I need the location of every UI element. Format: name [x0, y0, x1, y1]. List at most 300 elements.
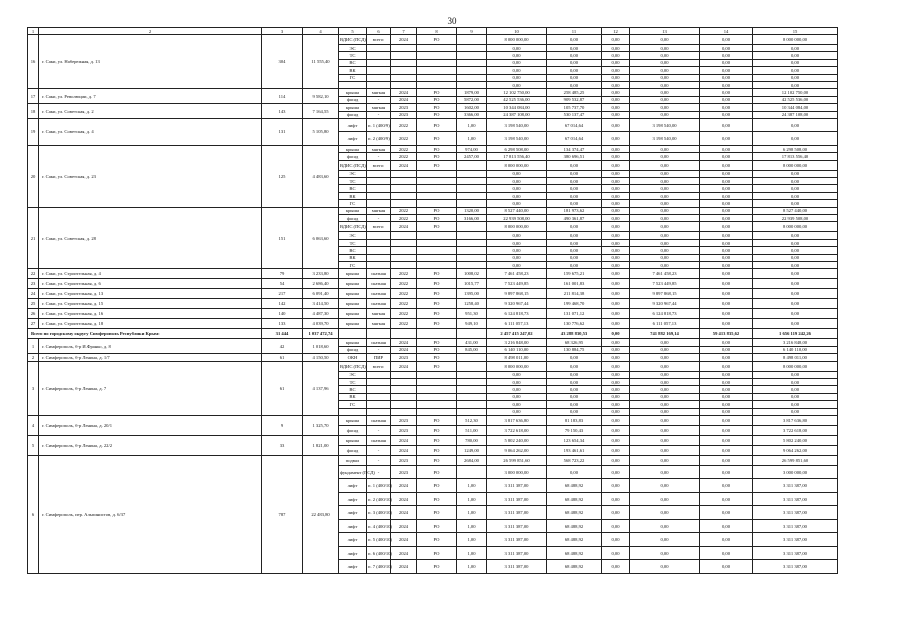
table-cell: 1	[28, 339, 39, 354]
table-cell: 143	[262, 104, 303, 119]
table-cell	[457, 393, 487, 400]
table-cell: 199 468,70	[547, 299, 602, 309]
table-cell: 1,00	[457, 546, 487, 560]
table-cell: 0,00	[602, 160, 630, 170]
table-cell: 0,00	[753, 170, 838, 177]
table-cell: 0,00	[602, 393, 630, 400]
table-cell: 105 737,70	[547, 104, 602, 111]
table-cell: 42 525 536,00	[753, 96, 838, 103]
table-cell: 0,00	[547, 59, 602, 66]
table-cell: 0,00	[602, 401, 630, 408]
table-cell: 0,00	[700, 445, 753, 455]
table-cell	[391, 371, 417, 378]
table-cell: ВК	[339, 254, 367, 261]
table-cell: 68 488,92	[547, 560, 602, 574]
table-cell: 2 457 415 247,02	[487, 329, 547, 339]
table-cell: 0,00	[700, 45, 753, 52]
table-cell	[391, 200, 417, 207]
table-cell: 0,00	[630, 104, 700, 111]
table-cell: РО	[417, 533, 457, 547]
table-cell: РО	[417, 415, 457, 425]
table-cell: 22 483,80	[303, 455, 339, 573]
table-cell: 67 014,64	[547, 118, 602, 132]
table-cell: 10 344 084,00	[753, 104, 838, 111]
table-cell: РО	[417, 279, 457, 289]
table-cell	[457, 200, 487, 207]
table-cell	[391, 74, 417, 81]
table-cell: 2684,00	[457, 455, 487, 465]
table-cell: 0,00	[547, 52, 602, 59]
table-cell: 2024	[391, 435, 417, 445]
table-cell: 0,00	[547, 74, 602, 81]
table-cell: 2022	[391, 207, 417, 214]
table-cell	[367, 401, 391, 408]
table-cell: 0,00	[700, 247, 753, 254]
table-cell: 0,00	[547, 170, 602, 177]
table-cell	[457, 247, 487, 254]
table-cell: 0,00	[487, 371, 547, 378]
table-cell: 0,00	[700, 89, 753, 96]
table-cell: 0,00	[700, 118, 753, 132]
table-cell: ЭС	[339, 371, 367, 378]
table-cell: 0,00	[630, 35, 700, 45]
table-cell: п. 1 (400/9)	[367, 118, 391, 132]
table-cell: 5 105,80	[303, 118, 339, 145]
table-cell: 4 137,96	[303, 361, 339, 415]
table-cell: 3 000 000,00	[487, 465, 547, 479]
table-cell: г. Симферополь, б-р Ленина, д. 7	[39, 361, 262, 415]
table-cell: 193 461,61	[547, 445, 602, 455]
table-row	[28, 289, 838, 299]
table-cell: 0,00	[753, 378, 838, 385]
table-cell: 0,00	[602, 371, 630, 378]
table-cell: 0,00	[753, 371, 838, 378]
table-cell: 9 897 868,15	[630, 289, 700, 299]
table-cell: 530 137,47	[547, 111, 602, 118]
table-cell: 0,00	[602, 465, 630, 479]
table-cell: -	[367, 445, 391, 455]
table-cell: РО	[417, 299, 457, 309]
table-cell: 0,00	[487, 247, 547, 254]
table-cell: 79 150,43	[547, 425, 602, 435]
table-cell: 68 326,95	[547, 339, 602, 346]
table-cell: 0,00	[602, 435, 630, 445]
table-row	[28, 299, 838, 309]
table-cell	[391, 232, 417, 239]
table-cell: 0,00	[700, 207, 753, 214]
table-cell	[367, 74, 391, 81]
table-cell: 1,00	[457, 533, 487, 547]
total-row	[28, 329, 838, 339]
table-cell: 2024	[391, 492, 417, 506]
table-cell: 0,00	[700, 319, 753, 329]
table-cell: РО	[417, 132, 457, 146]
table-cell: 0,00	[602, 232, 630, 239]
table-cell: 0,00	[602, 215, 630, 222]
table-cell	[417, 192, 457, 199]
table-cell: РО	[417, 506, 457, 520]
table-cell: ВДИС (ПСД)	[339, 222, 367, 232]
table-cell: 3 311 387,00	[487, 560, 547, 574]
table-cell: ГС	[339, 401, 367, 408]
table-cell: 6 140 110,00	[753, 346, 838, 353]
table-cell: 0,00	[700, 160, 753, 170]
table-cell: 2023	[391, 111, 417, 118]
table-cell	[367, 239, 391, 246]
table-cell: 3 311 387,00	[487, 479, 547, 493]
table-cell: 511,00	[457, 425, 487, 435]
table-cell: 568 723,22	[547, 455, 602, 465]
table-cell	[457, 74, 487, 81]
table-cell: 0,00	[700, 339, 753, 346]
table-cell: 21	[28, 207, 39, 269]
table-cell: 0,00	[547, 261, 602, 268]
table-cell: 6	[28, 455, 39, 573]
table-cell: РО	[417, 361, 457, 371]
table-cell: 0,00	[487, 52, 547, 59]
table-cell: 0,00	[700, 289, 753, 299]
table-cell: 0,00	[487, 378, 547, 385]
table-cell: скатная	[367, 279, 391, 289]
table-cell: 1008,02	[457, 269, 487, 279]
table-cell: 0,00	[753, 401, 838, 408]
table-cell: скатная	[367, 435, 391, 445]
table-cell: крыша	[339, 415, 367, 425]
table-cell: 0,00	[700, 192, 753, 199]
table-cell: 114	[262, 89, 303, 104]
table-cell: 3 216 848,00	[487, 339, 547, 346]
table-cell: 2024	[391, 346, 417, 353]
table-cell: 8 000 000,00	[487, 222, 547, 232]
table-cell: 5	[28, 435, 39, 455]
table-cell: 6 124 818,73	[630, 309, 700, 319]
table-cell	[391, 45, 417, 52]
table-cell: 3 311 387,00	[487, 533, 547, 547]
table-cell	[457, 81, 487, 88]
table-cell: 0,00	[547, 239, 602, 246]
table-cell: 0,00	[630, 546, 700, 560]
table-cell: г. Симферополь, б-р И.Франко, д. 8	[39, 339, 262, 354]
table-cell: скатная	[367, 299, 391, 309]
table-cell: крыша	[339, 289, 367, 299]
table-cell	[339, 408, 367, 415]
table-cell: 3166,00	[457, 215, 487, 222]
table-cell: 512,30	[457, 415, 487, 425]
table-cell: 0,00	[700, 239, 753, 246]
table-cell	[457, 45, 487, 52]
table-cell: 2023	[391, 455, 417, 465]
table-cell: 134 374,47	[547, 145, 602, 152]
table-cell: крыша	[339, 104, 367, 111]
table-cell: 211 814,38	[547, 289, 602, 299]
table-cell	[457, 378, 487, 385]
table-cell: 19	[28, 118, 39, 145]
table-cell: 123 654,34	[547, 435, 602, 445]
table-cell: г. Саки, ул. Советская, д. 23	[39, 145, 262, 207]
table-cell: РО	[417, 207, 457, 214]
table-cell: 0,00	[602, 445, 630, 455]
table-cell	[367, 386, 391, 393]
table-cell: 0,00	[700, 111, 753, 118]
table-cell	[417, 393, 457, 400]
table-cell: РО	[417, 435, 457, 445]
table-cell: 0,00	[700, 67, 753, 74]
table-cell	[417, 52, 457, 59]
table-cell	[457, 261, 487, 268]
table-cell: РО	[417, 289, 457, 299]
table-cell: г. Симферополь, б-р Ленина, д. 22/2	[39, 435, 262, 455]
table-cell: г. Саки, ул. Строительная, д. 18	[39, 319, 262, 329]
table-cell: 0,00	[547, 386, 602, 393]
table-cell: 0,00	[487, 192, 547, 199]
table-cell: г. Саки, ул. Набережная, д. 13	[39, 35, 262, 89]
table-cell: 4 487,30	[303, 309, 339, 319]
table-cell: 0,00	[602, 346, 630, 353]
table-cell: 0,00	[700, 354, 753, 361]
table-cell: 68 488,92	[547, 479, 602, 493]
table-cell: лифт	[339, 479, 367, 493]
table-cell: ГС	[339, 200, 367, 207]
table-row	[28, 319, 838, 329]
table-cell	[417, 254, 457, 261]
table-cell: 0,00	[753, 118, 838, 132]
table-cell: 131	[262, 118, 303, 145]
table-cell: РО	[417, 560, 457, 574]
table-cell: 31 444	[262, 329, 303, 339]
table-cell: крыша	[339, 319, 367, 329]
table-cell: 0,00	[547, 67, 602, 74]
column-number-cell: 4	[303, 28, 339, 35]
capital-repair-table	[27, 27, 838, 574]
column-number-cell: 2	[39, 28, 262, 35]
table-cell: 0,00	[630, 247, 700, 254]
table-cell: 0,00	[700, 215, 753, 222]
table-cell: 3 311 387,00	[487, 519, 547, 533]
table-cell: 0,00	[602, 299, 630, 309]
table-cell: РО	[417, 546, 457, 560]
table-cell: 0,00	[602, 546, 630, 560]
column-number-cell: 11	[547, 28, 602, 35]
table-cell: 949,10	[457, 319, 487, 329]
table-cell	[417, 178, 457, 185]
table-cell: 9 064 262,00	[753, 445, 838, 455]
table-cell: 3 817 636,80	[753, 415, 838, 425]
table-row	[28, 145, 838, 152]
table-cell: 8 000 000,00	[753, 35, 838, 45]
table-cell: 0,00	[630, 415, 700, 425]
table-cell: г. Саки, ул. Советская, д. 28	[39, 207, 262, 269]
table-cell: 0,00	[753, 319, 838, 329]
table-cell	[457, 371, 487, 378]
table-cell	[417, 200, 457, 207]
table-cell	[417, 59, 457, 66]
table-cell: 0,00	[700, 519, 753, 533]
table-cell	[367, 185, 391, 192]
table-cell: 4	[28, 415, 39, 435]
table-cell: 0,00	[602, 104, 630, 111]
table-cell: 0,00	[602, 261, 630, 268]
table-cell: 0,00	[487, 81, 547, 88]
table-cell	[367, 52, 391, 59]
table-cell: 0,00	[487, 74, 547, 81]
table-cell: 0,00	[602, 81, 630, 88]
table-cell: 3 311 387,00	[753, 533, 838, 547]
table-cell: 0,00	[547, 371, 602, 378]
table-cell: 1,00	[457, 506, 487, 520]
column-number-cell: 12	[602, 28, 630, 35]
table-cell: 2022	[391, 299, 417, 309]
table-cell: 2024	[391, 479, 417, 493]
table-cell: всего:	[367, 160, 391, 170]
table-cell: 3 311 387,00	[753, 519, 838, 533]
column-number-cell: 13	[630, 28, 700, 35]
table-cell: мягкая	[367, 104, 391, 111]
table-cell: 2024	[391, 519, 417, 533]
table-cell: 24 387 108,00	[487, 111, 547, 118]
table-cell: 2022	[391, 279, 417, 289]
table-row	[28, 361, 838, 371]
table-cell: 68 488,92	[547, 546, 602, 560]
table-cell: 2024	[391, 96, 417, 103]
table-cell: 0,00	[753, 247, 838, 254]
table-cell: 0,00	[602, 178, 630, 185]
table-cell: РО	[417, 455, 457, 465]
table-cell: 6 111 057,13	[487, 319, 547, 329]
table-cell: 7 461 458,23	[630, 269, 700, 279]
table-cell: 2023	[391, 415, 417, 425]
table-cell: 2022	[391, 309, 417, 319]
table-cell: 0,00	[753, 185, 838, 192]
table-cell: 2024	[391, 339, 417, 346]
table-cell: г. Симферополь, б-р Ленина, д. 20/1	[39, 415, 262, 435]
table-cell	[391, 247, 417, 254]
table-cell: крыша	[339, 269, 367, 279]
table-cell	[367, 178, 391, 185]
table-cell	[457, 170, 487, 177]
table-cell: 431,00	[457, 339, 487, 346]
table-cell: 0,00	[753, 239, 838, 246]
table-cell: 2	[28, 354, 39, 361]
table-cell: 0,00	[753, 81, 838, 88]
table-cell: 22 939 508,00	[487, 215, 547, 222]
table-cell: 9 582,10	[303, 89, 339, 104]
table-cell: 0,00	[630, 492, 700, 506]
table-cell: фасад	[339, 445, 367, 455]
table-cell: 0,00	[547, 354, 602, 361]
table-cell: 1 037 472,74	[303, 329, 339, 339]
table-cell: 0,00	[753, 393, 838, 400]
table-cell: 0,00	[602, 111, 630, 118]
table-cell: 0,00	[547, 222, 602, 232]
table-cell	[457, 222, 487, 232]
table-cell: 0,00	[700, 309, 753, 319]
table-cell: 9 320 967,44	[630, 299, 700, 309]
table-cell: 0,00	[700, 401, 753, 408]
table-cell	[391, 378, 417, 385]
table-cell: 1,00	[457, 118, 487, 132]
table-cell: ВДИС (ПСД)	[339, 361, 367, 371]
table-cell: Всего по городскому округу Симферополь Республики Крым:	[28, 329, 262, 339]
table-cell: 380 696,51	[547, 153, 602, 160]
table-cell: 3 722 618,00	[753, 425, 838, 435]
table-cell: 3 311 387,00	[487, 546, 547, 560]
table-cell	[367, 408, 391, 415]
table-cell	[367, 232, 391, 239]
column-number-cell: 6	[367, 28, 391, 35]
table-cell: 0,00	[547, 401, 602, 408]
table-cell: 0,00	[487, 401, 547, 408]
table-cell: 0,00	[602, 96, 630, 103]
table-cell: 0,00	[602, 329, 630, 339]
table-cell	[417, 329, 457, 339]
page-number: 30	[447, 16, 457, 26]
table-cell: 0,00	[602, 492, 630, 506]
table-cell: 1320,00	[457, 207, 487, 214]
table-cell: 161 001,83	[547, 279, 602, 289]
table-cell: 0,00	[602, 192, 630, 199]
table-cell: 2024	[391, 89, 417, 96]
table-cell: 2022	[391, 132, 417, 146]
table-cell: -	[367, 465, 391, 479]
table-cell: крыша	[339, 435, 367, 445]
table-cell: фундамент (ПСД)	[339, 465, 367, 479]
column-number-row	[28, 28, 838, 35]
table-cell	[367, 247, 391, 254]
table-cell: 0,00	[602, 170, 630, 177]
table-cell: 5872,00	[457, 96, 487, 103]
table-cell: 0,00	[630, 145, 700, 152]
table-cell: РО	[417, 492, 457, 506]
table-cell: 3366,00	[457, 111, 487, 118]
table-cell: ВС	[339, 59, 367, 66]
table-cell	[391, 329, 417, 339]
table-cell: 0,00	[700, 299, 753, 309]
table-row	[28, 269, 838, 279]
table-cell	[457, 160, 487, 170]
table-cell: 142	[262, 299, 303, 309]
table-cell: 0,00	[602, 455, 630, 465]
table-cell: 0,00	[700, 455, 753, 465]
table-cell: 0,00	[602, 247, 630, 254]
table-cell: 8 000 000,00	[487, 35, 547, 45]
table-cell: РО	[417, 118, 457, 132]
table-cell: 0,00	[602, 533, 630, 547]
table-cell: п. 2 (400/10)	[367, 492, 391, 506]
table-cell: 12 102 750,00	[487, 89, 547, 96]
table-cell	[417, 45, 457, 52]
table-cell: 0,00	[630, 96, 700, 103]
table-cell: 1,00	[457, 492, 487, 506]
table-row	[28, 104, 838, 111]
table-cell: г. Саки, ул. Революции, д. 7	[39, 89, 262, 104]
table-cell: РО	[417, 145, 457, 152]
table-cell: п. 1 (400/10)	[367, 479, 391, 493]
table-cell: 0,00	[547, 378, 602, 385]
table-cell: 1249,00	[457, 445, 487, 455]
table-cell: 951,30	[457, 309, 487, 319]
table-cell: 0,00	[602, 425, 630, 435]
table-cell: 0,00	[602, 506, 630, 520]
table-cell: подвал	[339, 455, 367, 465]
table-cell: 0,00	[602, 89, 630, 96]
table-cell: 787	[262, 455, 303, 573]
table-cell: 0,00	[700, 96, 753, 103]
table-cell	[457, 408, 487, 415]
table-cell: 0,00	[630, 386, 700, 393]
table-cell	[417, 170, 457, 177]
table-cell: 0,00	[547, 178, 602, 185]
table-cell	[391, 401, 417, 408]
